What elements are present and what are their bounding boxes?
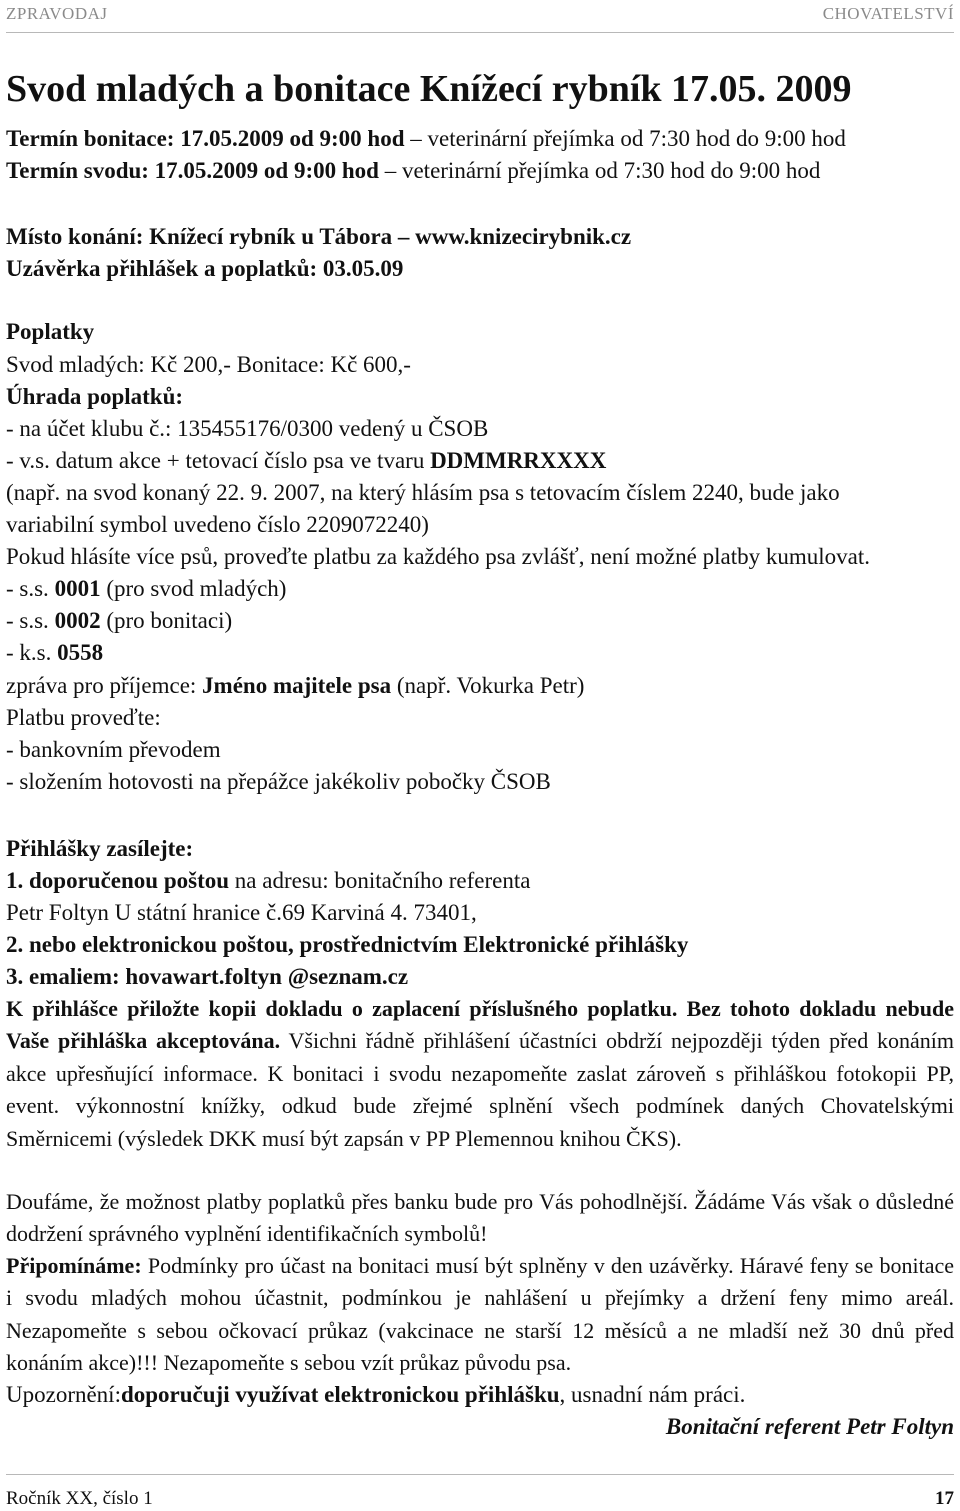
pay-option-cash: - složením hotovosti na přepážce jakékoliv pobočky ČSOB: [6, 769, 551, 794]
pay-option-transfer: - bankovním převodem: [6, 737, 221, 762]
venue-place: Místo konání: Knížecí rybník u Tábora – www.knizecirybnik.cz: [6, 224, 632, 249]
warn-bold: doporučuji využívat elektronickou přihlášku: [120, 1382, 560, 1407]
fees-heading: Poplatky: [6, 319, 95, 344]
reminder-paragraph: [6, 1250, 954, 1380]
payment-heading: Úhrada poplatků:: [6, 384, 184, 409]
article-title: Svod mladých a bonitace Knížecí rybník 17.05. 2009: [6, 68, 852, 110]
registration-deadline: Uzávěrka přihlášek a poplatků: 03.05.09: [6, 256, 404, 281]
msg-suffix: (např. Vokurka Petr): [391, 673, 585, 698]
fees-amounts: Svod mladých: Kč 200,- Bonitace: Kč 600,-: [6, 352, 411, 377]
term-svod: [6, 156, 954, 186]
payee-message: [6, 671, 954, 701]
term-bonitace-label: Termín bonitace: 17.05.2009 od 9:00 hod: [6, 126, 405, 151]
term-svod-label: Termín svodu: 17.05.2009 od 9:00 hod: [6, 158, 379, 183]
signature: Bonitační referent Petr Foltyn: [665, 1414, 954, 1439]
page-number: 17: [935, 1488, 954, 1509]
ss1-code: 0001: [54, 576, 101, 601]
referent-address: Petr Foltyn U státní hranice č.69 Karviná 4. 73401,: [6, 900, 477, 925]
term-bonitace: [6, 124, 954, 154]
ss2-prefix: - s.s.: [6, 608, 55, 633]
attach-rest: Všichni řádně přihlášení účastníci obdrží nejpozději týden před konáním akce upřesňující informace. K bonitaci i svodu nezapomeňte zaslat zároveň s přihláškou fotokopii PP, event. výkonnostní knížky, odkud bude zřejmé splnění všech podmínek daných Chovatelskými Směrnicemi (výsledek DKK musí být zapsán v PP Plemennou knihou ČKS).: [6, 1028, 954, 1151]
remind-rest: Podmínky pro účast na bonitaci musí být splněny v den uzávěrky. Háravé feny se bonitace i svodu mladých mohou účastnit, podmínkou je nahlášení u přejímky a držení feny mimo areál. Nezapomeňte s sebou očkovací průkaz (vakcinace ne starší 12 měsíců a ne mladší než 30 dnů před konáním akce)!!! Nezapomeňte s sebou vzít průkaz původu psa.: [6, 1253, 954, 1376]
attachment-paragraph: [6, 993, 954, 1155]
term-svod-rest: – veterinární přejímka od 7:30 hod do 9:00 hod: [378, 158, 821, 183]
header-rule: [6, 32, 954, 33]
specific-symbol-bonitace: [6, 606, 954, 636]
specific-symbol-svod: [6, 574, 954, 604]
warn-suffix: , usnadní nám práci.: [559, 1382, 746, 1407]
applications-heading: Přihlášky zasílejte:: [6, 836, 194, 861]
opt1-rest: na adresu: bonitačního referenta: [229, 868, 531, 893]
header-right: CHOVATELSTVÍ: [822, 4, 954, 23]
attach-bold: K přihlášce přiložte kopii dokladu o zaplacení příslušného poplatku. Bez tohoto dokladu nebude Vaše přihláška akceptována.: [6, 996, 954, 1054]
opt1-bold: 1. doporučenou poštou: [6, 868, 230, 893]
bank-account: - na účet klubu č.: 135455176/0300 vedený u ČSOB: [6, 416, 489, 441]
application-option-electronic: 2. nebo elektronickou poštou, prostřednictvím Elektronické přihlášky: [6, 932, 689, 957]
footer-rule: [6, 1474, 954, 1475]
footer-issue: Ročník XX, číslo 1: [6, 1488, 153, 1509]
hope-paragraph: Doufáme, že možnost platby poplatků přes banku bude pro Vás pohodlnější. Žádáme Vás však o důsledné dodržení správného vyplnění identifikačních symbolů!: [6, 1189, 954, 1247]
application-option-post: [6, 866, 954, 896]
remind-bold: Připomínáme:: [6, 1253, 142, 1278]
warning-line: [6, 1380, 954, 1410]
vs-text: - v.s. datum akce + tetovací číslo psa ve tvaru: [6, 448, 431, 473]
msg-prefix: zpráva pro příjemce:: [6, 673, 203, 698]
header-left: ZPRAVODAJ: [6, 4, 108, 23]
running-header: [6, 2, 954, 32]
vs-example-2: variabilní symbol uvedeno číslo 2209072240): [6, 512, 429, 537]
multi-dog-note: Pokud hlásíte více psů, proveďte platbu za každého psa zvlášť, není možné platby kumulovat.: [6, 544, 870, 569]
vs-format: DDMMRRXXXX: [430, 448, 607, 473]
application-option-email: 3. emaliem: hovawart.foltyn @seznam.cz: [6, 964, 409, 989]
constant-symbol: [6, 638, 954, 668]
vs-example-1: (např. na svod konaný 22. 9. 2007, na který hlásím psa s tetovacím číslem 2240, bude jako: [6, 480, 840, 505]
ks-code: 0558: [57, 640, 104, 665]
ss1-prefix: - s.s.: [6, 576, 55, 601]
msg-bold: Jméno majitele psa: [202, 673, 392, 698]
ks-prefix: - k.s.: [6, 640, 58, 665]
term-bonitace-rest: – veterinární přejímka od 7:30 hod do 9:00 hod: [404, 126, 846, 151]
warn-prefix: Upozornění:: [6, 1382, 121, 1407]
ss1-suffix: (pro svod mladých): [100, 576, 287, 601]
variable-symbol: [6, 446, 954, 476]
ss2-code: 0002: [54, 608, 101, 633]
pay-heading: Platbu proveďte:: [6, 705, 161, 730]
ss2-suffix: (pro bonitaci): [100, 608, 233, 633]
